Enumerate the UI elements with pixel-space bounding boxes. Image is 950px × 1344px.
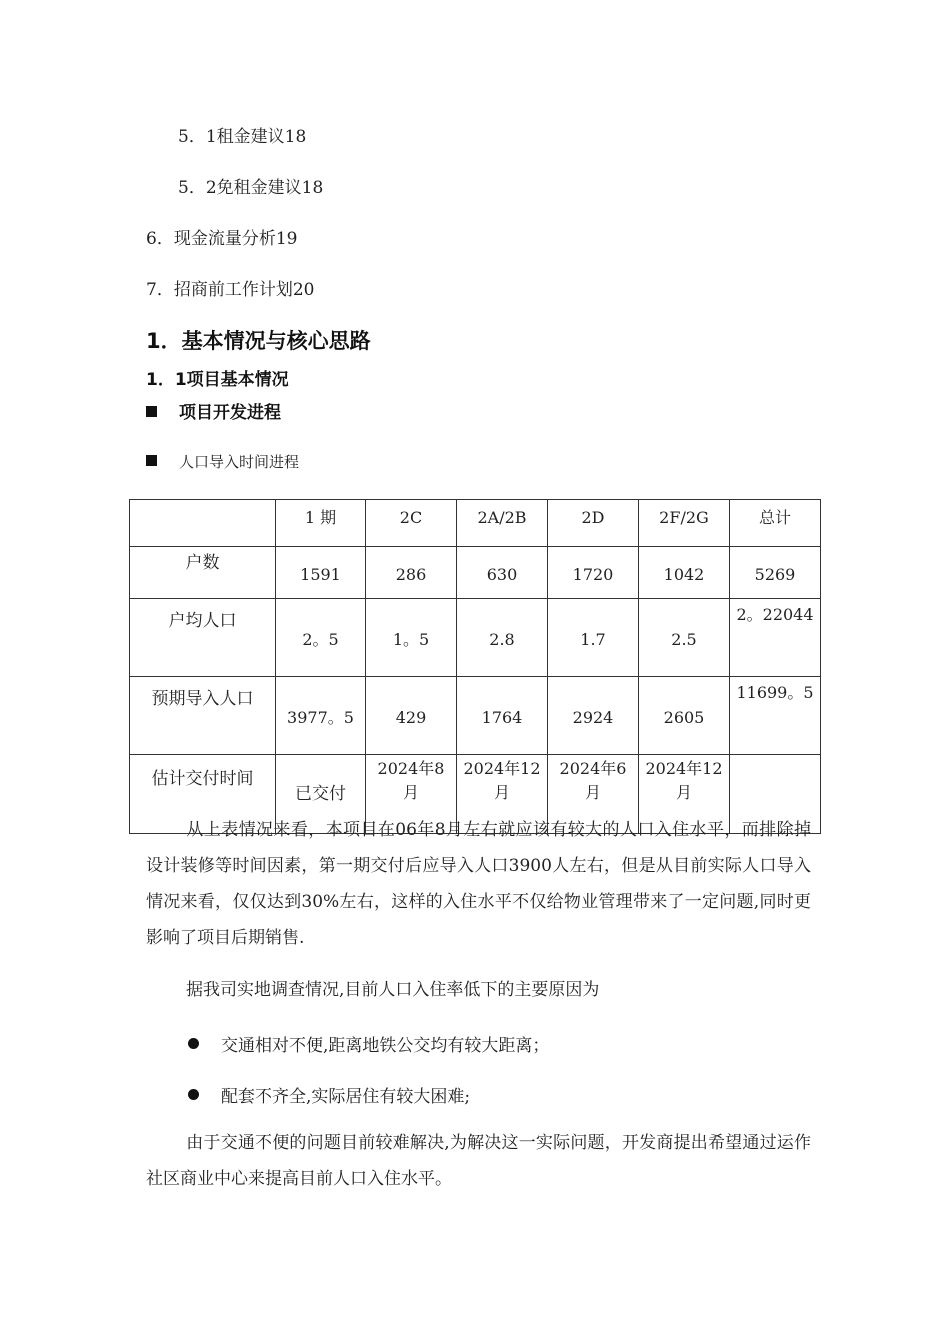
table-cell: 2024年6月 bbox=[548, 755, 639, 834]
table-cell: 2605 bbox=[639, 677, 730, 755]
bullet-item-2 bbox=[188, 1082, 470, 1107]
table-header-row bbox=[130, 500, 821, 547]
table-row-label: 预期导入人口 bbox=[130, 677, 276, 755]
table-caption bbox=[146, 451, 299, 472]
bullet-item-1 bbox=[188, 1031, 549, 1056]
round-bullet-icon bbox=[188, 1089, 199, 1100]
table-cell: 1.7 bbox=[548, 599, 639, 677]
toc-entry-6[interactable]: 6．现金流量分析19 bbox=[146, 229, 298, 249]
table-cell: 2024年12月 bbox=[457, 755, 548, 834]
table-cell: 已交付 bbox=[276, 755, 366, 834]
table-row bbox=[130, 599, 821, 677]
table-cell: 3977。5 bbox=[276, 677, 366, 755]
table-row-label: 户均人口 bbox=[130, 599, 276, 677]
table-cell: 2024年12月 bbox=[639, 755, 730, 834]
table-row-label: 户数 bbox=[130, 547, 276, 599]
subsection-heading-text: 项目开发进程 bbox=[179, 403, 281, 423]
toc-entry-5-1[interactable]: 5．1租金建议18 bbox=[178, 127, 307, 147]
table-header-cell: 2A/2B bbox=[457, 500, 548, 547]
table-header-cell bbox=[130, 500, 276, 547]
table-cell: 429 bbox=[366, 677, 457, 755]
table-row bbox=[130, 677, 821, 755]
subsection-heading bbox=[146, 398, 281, 423]
table-header-cell: 2D bbox=[548, 500, 639, 547]
bullet-text: 配套不齐全,实际居住有较大困难; bbox=[221, 1087, 471, 1107]
section-heading-1: 1．基本情况与核心思路 bbox=[146, 329, 371, 353]
table-cell: 2024年8月 bbox=[366, 755, 457, 834]
paragraph-1-text: 从上表情况来看，本项目在06年8月左右就应该有较大的人口入住水平，而排除掉设计装修等时间因素，第一期交付后应导入人口3900人左右，但是从目前实际人口导入情况来看，仅仅达到30%左右，这样的入住水平不仅给物业管理带来了一定问题,同时更影响了项目后期销售. bbox=[146, 820, 811, 948]
table-cell: 286 bbox=[366, 547, 457, 599]
paragraph-3 bbox=[146, 1125, 811, 1197]
bullet-text: 交通相对不便,距离地铁公交均有较大距离； bbox=[221, 1036, 550, 1056]
population-table bbox=[129, 499, 821, 834]
section-heading-1-1: 1．1项目基本情况 bbox=[146, 370, 289, 390]
table-caption-text: 人口导入时间进程 bbox=[179, 453, 300, 471]
table-header-cell: 2C bbox=[366, 500, 457, 547]
table-header-cell: 1 期 bbox=[276, 500, 366, 547]
table-row bbox=[130, 547, 821, 599]
table-cell: 1591 bbox=[276, 547, 366, 599]
table-cell: 630 bbox=[457, 547, 548, 599]
table-cell: 2。22044 bbox=[730, 599, 821, 677]
paragraph-1 bbox=[146, 812, 811, 956]
paragraph-2-text: 据我司实地调查情况,目前人口入住率低下的主要原因为 bbox=[186, 980, 600, 1000]
paragraph-3-text: 由于交通不便的问题目前较难解决,为解决这一实际问题，开发商提出希望通过运作社区商业中心来提高目前人口入住水平。 bbox=[146, 1133, 811, 1189]
table-cell: 2.8 bbox=[457, 599, 548, 677]
table-row-label: 估计交付时间 bbox=[130, 755, 276, 834]
toc-entry-7[interactable]: 7．招商前工作计划20 bbox=[146, 280, 315, 300]
round-bullet-icon bbox=[188, 1038, 199, 1049]
table-cell: 2924 bbox=[548, 677, 639, 755]
table-cell: 1。5 bbox=[366, 599, 457, 677]
table-cell: 1720 bbox=[548, 547, 639, 599]
table-header-cell: 总计 bbox=[730, 500, 821, 547]
square-bullet-icon bbox=[146, 406, 157, 417]
table-cell: 2。5 bbox=[276, 599, 366, 677]
table-cell: 1042 bbox=[639, 547, 730, 599]
table-cell: 1764 bbox=[457, 677, 548, 755]
toc-entry-5-2[interactable]: 5．2免租金建议18 bbox=[178, 178, 324, 198]
paragraph-2 bbox=[146, 972, 811, 1008]
table-cell: 5269 bbox=[730, 547, 821, 599]
table-cell: 11699。5 bbox=[730, 677, 821, 755]
table-header-cell: 2F/2G bbox=[639, 500, 730, 547]
table-cell: 2.5 bbox=[639, 599, 730, 677]
square-bullet-icon bbox=[146, 455, 157, 466]
